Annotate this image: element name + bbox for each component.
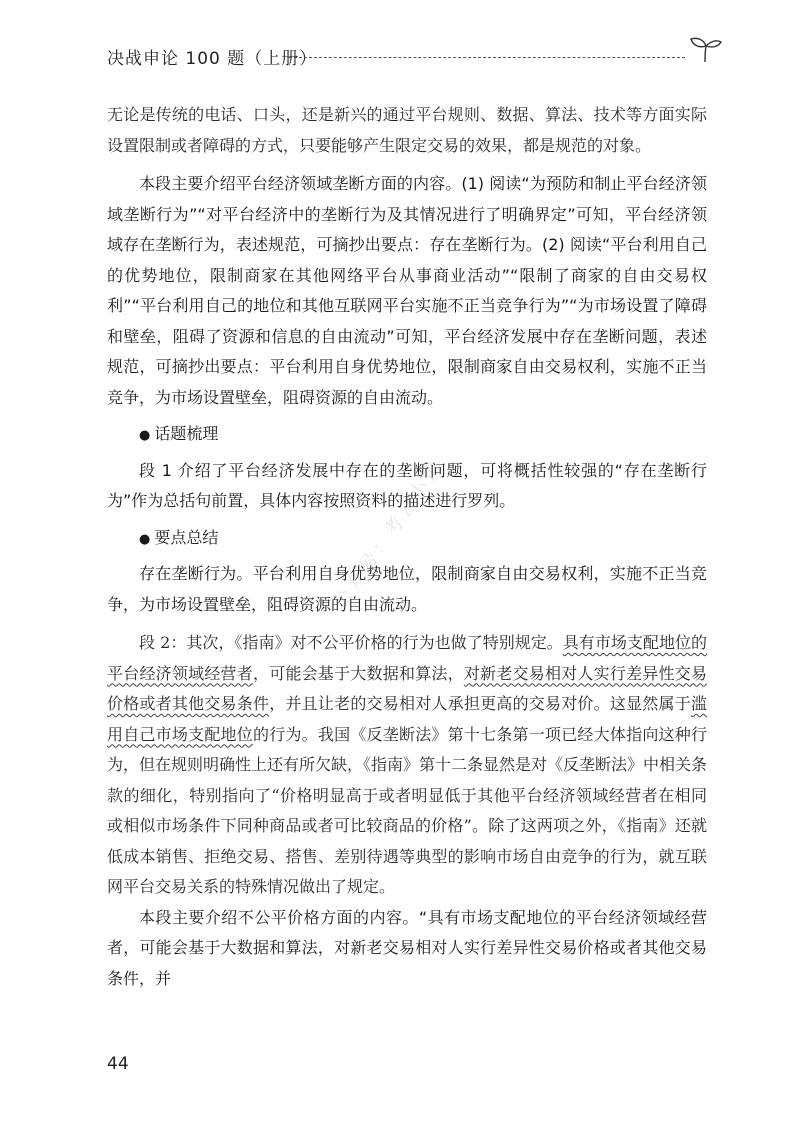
summary-paragraph: 存在垄断行为。平台利用自身优势地位，限制商家自由交易权利，实施不正当竞争，为市场设置壁垒，阻碍资源的自由流动。	[107, 564, 707, 614]
running-header	[107, 40, 727, 70]
watermark: 公众号：考公小镇	[330, 455, 449, 612]
wavy-underline-phrase: 对新老交易相对人实行差异性交易价格或者其他交易条件	[107, 663, 707, 713]
section-heading-topic: ● 话题梳理	[139, 424, 219, 443]
bullet-dot-icon: ●	[139, 531, 151, 547]
section-heading-summary: ● 要点总结	[139, 527, 219, 547]
sprout-icon	[685, 34, 725, 64]
paragraph-continuation: 无论是传统的电话、口头，还是新兴的通过平台规则、数据、算法、技术等方面实际设置限制或者障碍的方式，只要能够产生限定交易的效果，都是规范的对象。	[107, 105, 707, 155]
page-body	[107, 100, 707, 994]
wavy-underline-phrase: 具有市场支配地位的平台经济领域经营者	[107, 633, 707, 683]
page-number: 44	[107, 1054, 129, 1074]
bullet-dot-icon: ●	[139, 428, 151, 443]
wavy-underline-phrase: 滥用自己市场支配地位	[107, 694, 707, 744]
analysis-paragraph-2: 本段主要介绍不公平价格方面的内容。“具有市场支配地位的平台经济领域经营者，可能会基于大数据和算法，对新老交易相对人实行差异性交易价格或者其他交易条件，并	[107, 907, 707, 988]
topic-paragraph: 段 1 介绍了平台经济发展中存在的垄断问题，可将概括性较强的“存在垄断行为”作为总括句前置，具体内容按照资料的描述进行罗列。	[107, 460, 707, 510]
source-paragraph-2: 段 2：其次，《指南》对不公平价格的行为也做了特别规定。具有市场支配地位的平台经济领域经营者，可能会基于大数据和算法，对新老交易相对人实行差异性交易价格或者其他交易条件，并且让老的交易相对人承担更高的交易对价。这显然属于滥用自己市场支配地位的行为。我国《反垄断法》第十七条第一项已经大体指向这种行为，但在规则明确性上还有所欠缺，《指南》第十二条显然是对《反垄断法》中相关条款的细化，特别指向了“价格明显高于或者明显低于其他平台经济领域经营者在相同或相似市场条件下同种商品或者可比较商品的价格”。除了这两项之外，《指南》还就低成本销售、拒绝交易、搭售、差别待遇等典型的影响市场自由竞争的行为，就互联网平台交易关系的特殊情况做出了规定。	[107, 633, 708, 896]
analysis-paragraph-1: 本段主要介绍平台经济领域垄断方面的内容。(1) 阅读“为预防和制止平台经济领域垄断行为”“对平台经济中的垄断行为及其情况进行了明确界定”可知，平台经济领域存在垄断行为，表述规范，可摘抄出要点：存在垄断行为。(2) 阅读“平台利用自己的优势地位，限制商家在其他网络平台从事商业活动”“限制了商家的自由交易权利”“平台利用自己的地位和其他互联网平台实施不正当竞争行为”“为市场设置了障碍和壁垒，阻碍了资源和信息的自由流动”可知，平台经济发展中存在垄断问题，表述规范，可摘抄出要点：平台利用自身优势地位，限制商家自由交易权利，实施不正当竞争，为市场设置壁垒，阻碍资源的自由流动。	[107, 174, 707, 407]
book-title: 决战申论 100 题（上册）	[107, 49, 318, 69]
header-dashed-rule	[289, 57, 685, 58]
